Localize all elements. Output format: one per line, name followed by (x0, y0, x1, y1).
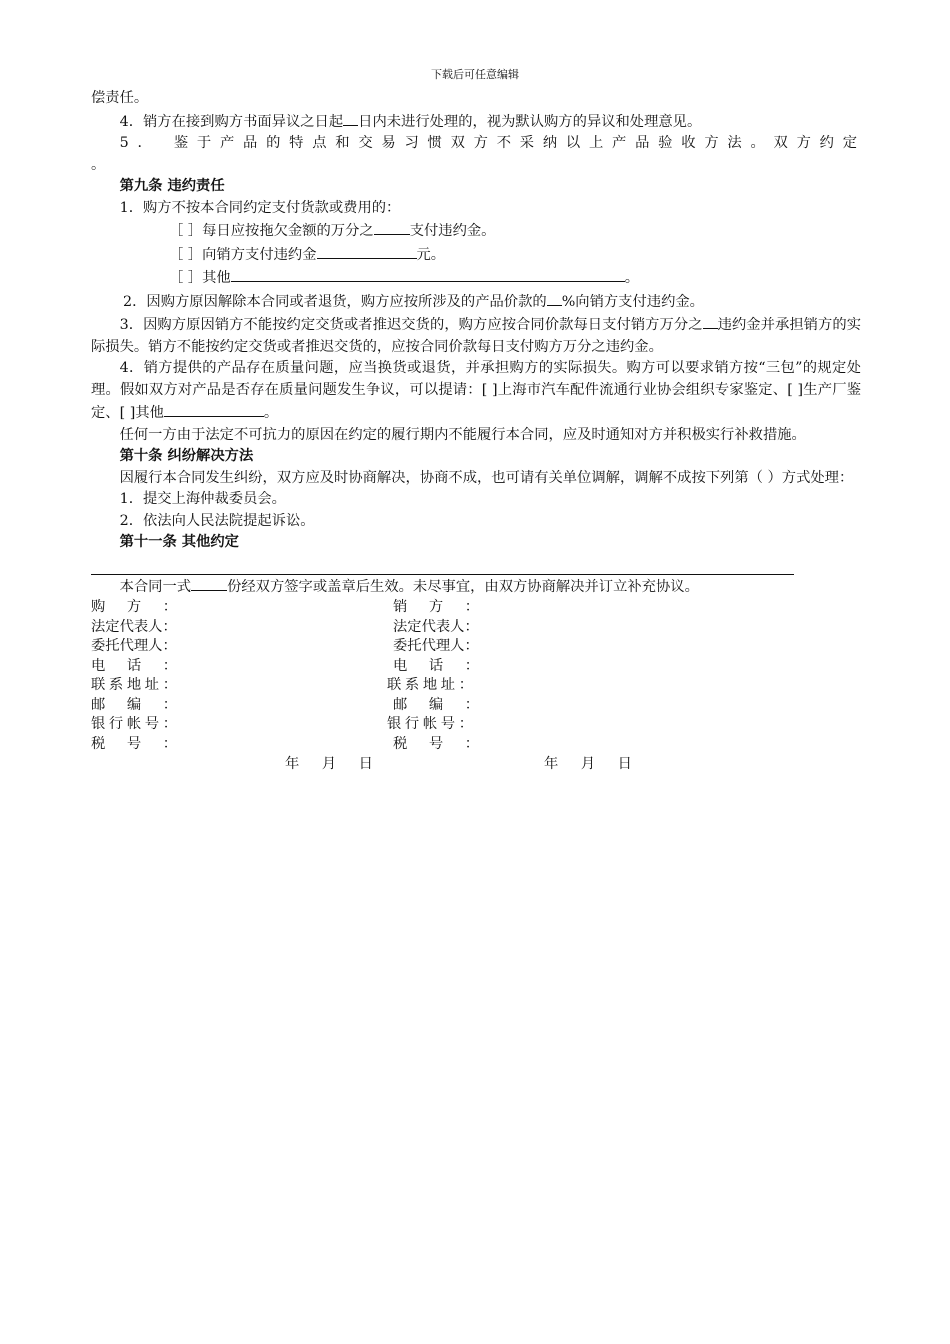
blank-percent[interactable] (547, 290, 562, 306)
option-9-1-a: ［ ］每日应按拖欠金额的万分之 支付违约金。 (91, 219, 861, 243)
clause-8-5-end: 。 (91, 156, 106, 173)
clause-9-1: 1．购方不按本合同约定支付货款或费用的： (119, 199, 401, 216)
sig-row-address (91, 676, 861, 696)
blank-days[interactable] (343, 110, 358, 126)
sig-row-phone (91, 657, 861, 677)
contract-body (91, 88, 861, 774)
buyer-agent: 委托代理人： (91, 638, 177, 654)
buyer-bank: 银行帐号： (91, 716, 177, 732)
buyer-label: 购方： (91, 599, 177, 615)
seller-date: 年 月 日 (544, 756, 641, 772)
sig-row-agent (91, 637, 861, 657)
seller-label: 销方： (393, 599, 479, 615)
seller-address: 联系地址： (387, 677, 473, 693)
article-11-title: 第十一条 其他约定 (119, 534, 239, 550)
buyer-address: 联系地址： (91, 677, 177, 693)
buyer-tax: 税号： (91, 735, 177, 752)
clause-8-5: 5． 鉴于产品的特点和交易习惯双方不采纳以上产品验收方法。双方约定 (119, 135, 861, 151)
blank-appraisal-other[interactable] (164, 401, 264, 417)
blank-rate[interactable] (374, 219, 410, 235)
clause-9-2: 2．因购方原因解除本合同或者退货，购方应按所涉及的产品价款的 %向销方支付违约金。 (91, 290, 861, 314)
buyer-postcode: 邮编： (91, 696, 177, 713)
page-header: 下载后可任意编辑 (431, 68, 519, 81)
clause-9-3: 3．因购方原因销方不能按约定交货或者推迟交货的，购方应按合同价款每日支付销方万分之 违约金并承担销方的实际损失。销方不能按约定交货或者推迟交货的，应按合同价款每日支付购方万分之违约金。 (91, 313, 861, 358)
sig-row-postcode (91, 696, 861, 716)
sig-row-legal (91, 618, 861, 638)
other-terms-line[interactable] (91, 554, 794, 575)
seller-legal-rep: 法定代表人： (393, 618, 479, 635)
blank-other[interactable] (231, 266, 625, 282)
clause-10-1: 1．提交上海仲裁委员会。 (119, 491, 286, 507)
blank-copies[interactable] (191, 575, 227, 591)
blank-rate-2[interactable] (703, 313, 718, 329)
option-9-1-c: ［ ］其他 。 (91, 266, 861, 290)
clause-10-2: 2．依法向人民法院提起诉讼。 (119, 512, 315, 529)
force-majeure: 任何一方由于法定不可抗力的原因在约定的履行期内不能履行本合同，应及时通知对方并积极实行补救措施。 (119, 426, 806, 443)
clause-9-4: 4．销方提供的产品存在质量问题，应当换货或退货，并承担购方的实际损失。购方可以要求销方按“三包”的规定处理。假如双方对产品是否存在质量问题发生争议，可以提请：[ ]上海市汽车配件流通行业协会组织专家鉴定、[ ]生产厂鉴定、[ ]其他 。 (91, 360, 861, 421)
blank-amount[interactable] (317, 243, 417, 259)
sig-row-tax (91, 735, 861, 755)
buyer-phone: 电话： (91, 657, 177, 674)
seller-tax: 税号： (393, 735, 479, 752)
sig-row-party (91, 598, 861, 618)
option-9-1-b: ［ ］向销方支付违约金 元。 (91, 243, 861, 267)
clause-8-4: 4．销方在接到购方书面异议之日起 日内未进行处理的，视为默认购方的异议和处理意见。 (91, 110, 861, 134)
sig-row-date (91, 754, 861, 774)
seller-bank: 银行帐号： (387, 716, 473, 732)
buyer-date: 年 月 日 (285, 756, 382, 772)
article-10-title: 第十条 纠纷解决方法 (119, 448, 254, 464)
article-10-text: 因履行本合同发生纠纷，双方应及时协商解决，协商不成，也可请有关单位调解，调解不成按下列第（ ）方式处理： (119, 469, 854, 486)
article-9-title: 第九条 违约责任 (119, 178, 225, 194)
seller-phone: 电话： (393, 657, 479, 674)
seller-postcode: 邮编： (393, 696, 479, 713)
sig-row-bank (91, 715, 861, 735)
buyer-legal-rep: 法定代表人： (91, 618, 177, 635)
copies-clause: 本合同一式 份经双方签字或盖章后生效。未尽事宜，由双方协商解决并订立补充协议。 (91, 575, 861, 599)
seller-agent: 委托代理人： (393, 638, 479, 654)
line-continuation: 偿责任。 (91, 90, 149, 106)
